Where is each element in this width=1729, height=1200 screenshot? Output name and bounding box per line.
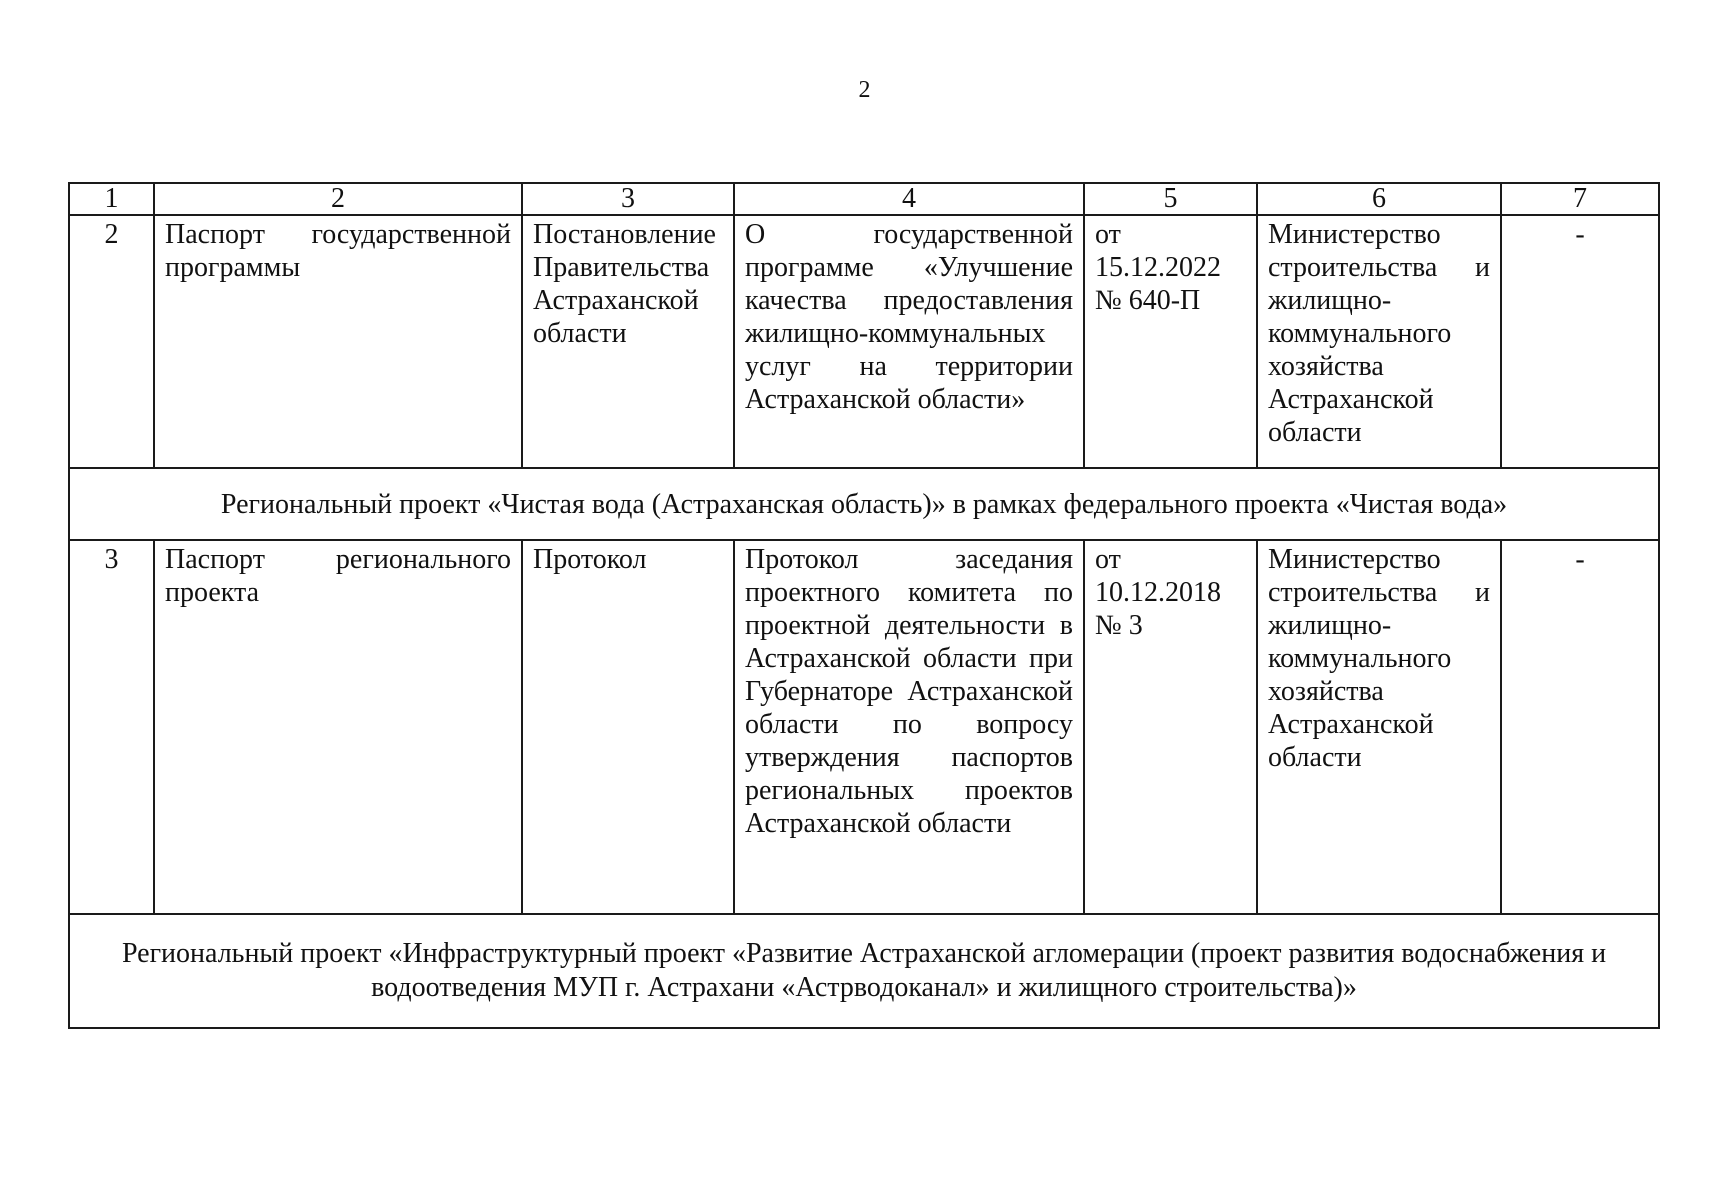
column-number: 6 — [1257, 183, 1501, 215]
document-title: Протокол заседания проектного комитета по проектной деятельности в Астраханской области при Губернаторе Астраханской области по вопросу утверждения паспортов региональных проектов Астраханской области — [734, 540, 1084, 914]
table-row — [69, 540, 1659, 914]
document-date-number: от 15.12.2022 № 640-П — [1084, 215, 1257, 468]
responsible-body: Министерство строительства и жилищно-коммунального хозяйства Астраханской области — [1257, 215, 1501, 468]
section-row — [69, 468, 1659, 540]
column-number: 1 — [69, 183, 154, 215]
column-number: 7 — [1501, 183, 1659, 215]
page-number: 2 — [858, 77, 871, 103]
row-number: 3 — [69, 540, 154, 914]
column-number-row — [69, 183, 1659, 215]
issuing-document: Протокол — [522, 540, 734, 914]
column-number: 5 — [1084, 183, 1257, 215]
document-title: О государственной программе «Улучшение качества предоставления жилищно-коммунальных услуг на территории Астраханской области» — [734, 215, 1084, 468]
responsible-body: Министерство строительства и жилищно-коммунального хозяйства Астраханской области — [1257, 540, 1501, 914]
document-type: Паспорт регионального проекта — [154, 540, 522, 914]
document-type: Паспорт государственной программы — [154, 215, 522, 468]
section-title: Региональный проект «Инфраструктурный проект «Развитие Астраханской агломерации (проект развития водоснабжения и водоотведения МУП г. Астрахани «Астрводоканал» и жилищного строительства)» — [69, 914, 1659, 1028]
column-number: 4 — [734, 183, 1084, 215]
document-date-number: от 10.12.2018 № 3 — [1084, 540, 1257, 914]
column-number: 3 — [522, 183, 734, 215]
section-title: Региональный проект «Чистая вода (Астраханская область)» в рамках федерального проекта «Чистая вода» — [69, 468, 1659, 540]
table-row — [69, 215, 1659, 468]
row-number: 2 — [69, 215, 154, 468]
column-number: 2 — [154, 183, 522, 215]
issuing-document: Постановление Правительства Астраханской области — [522, 215, 734, 468]
note-cell: - — [1501, 540, 1659, 914]
section-row — [69, 914, 1659, 1028]
document-table — [68, 182, 1660, 1029]
note-cell: - — [1501, 215, 1659, 468]
